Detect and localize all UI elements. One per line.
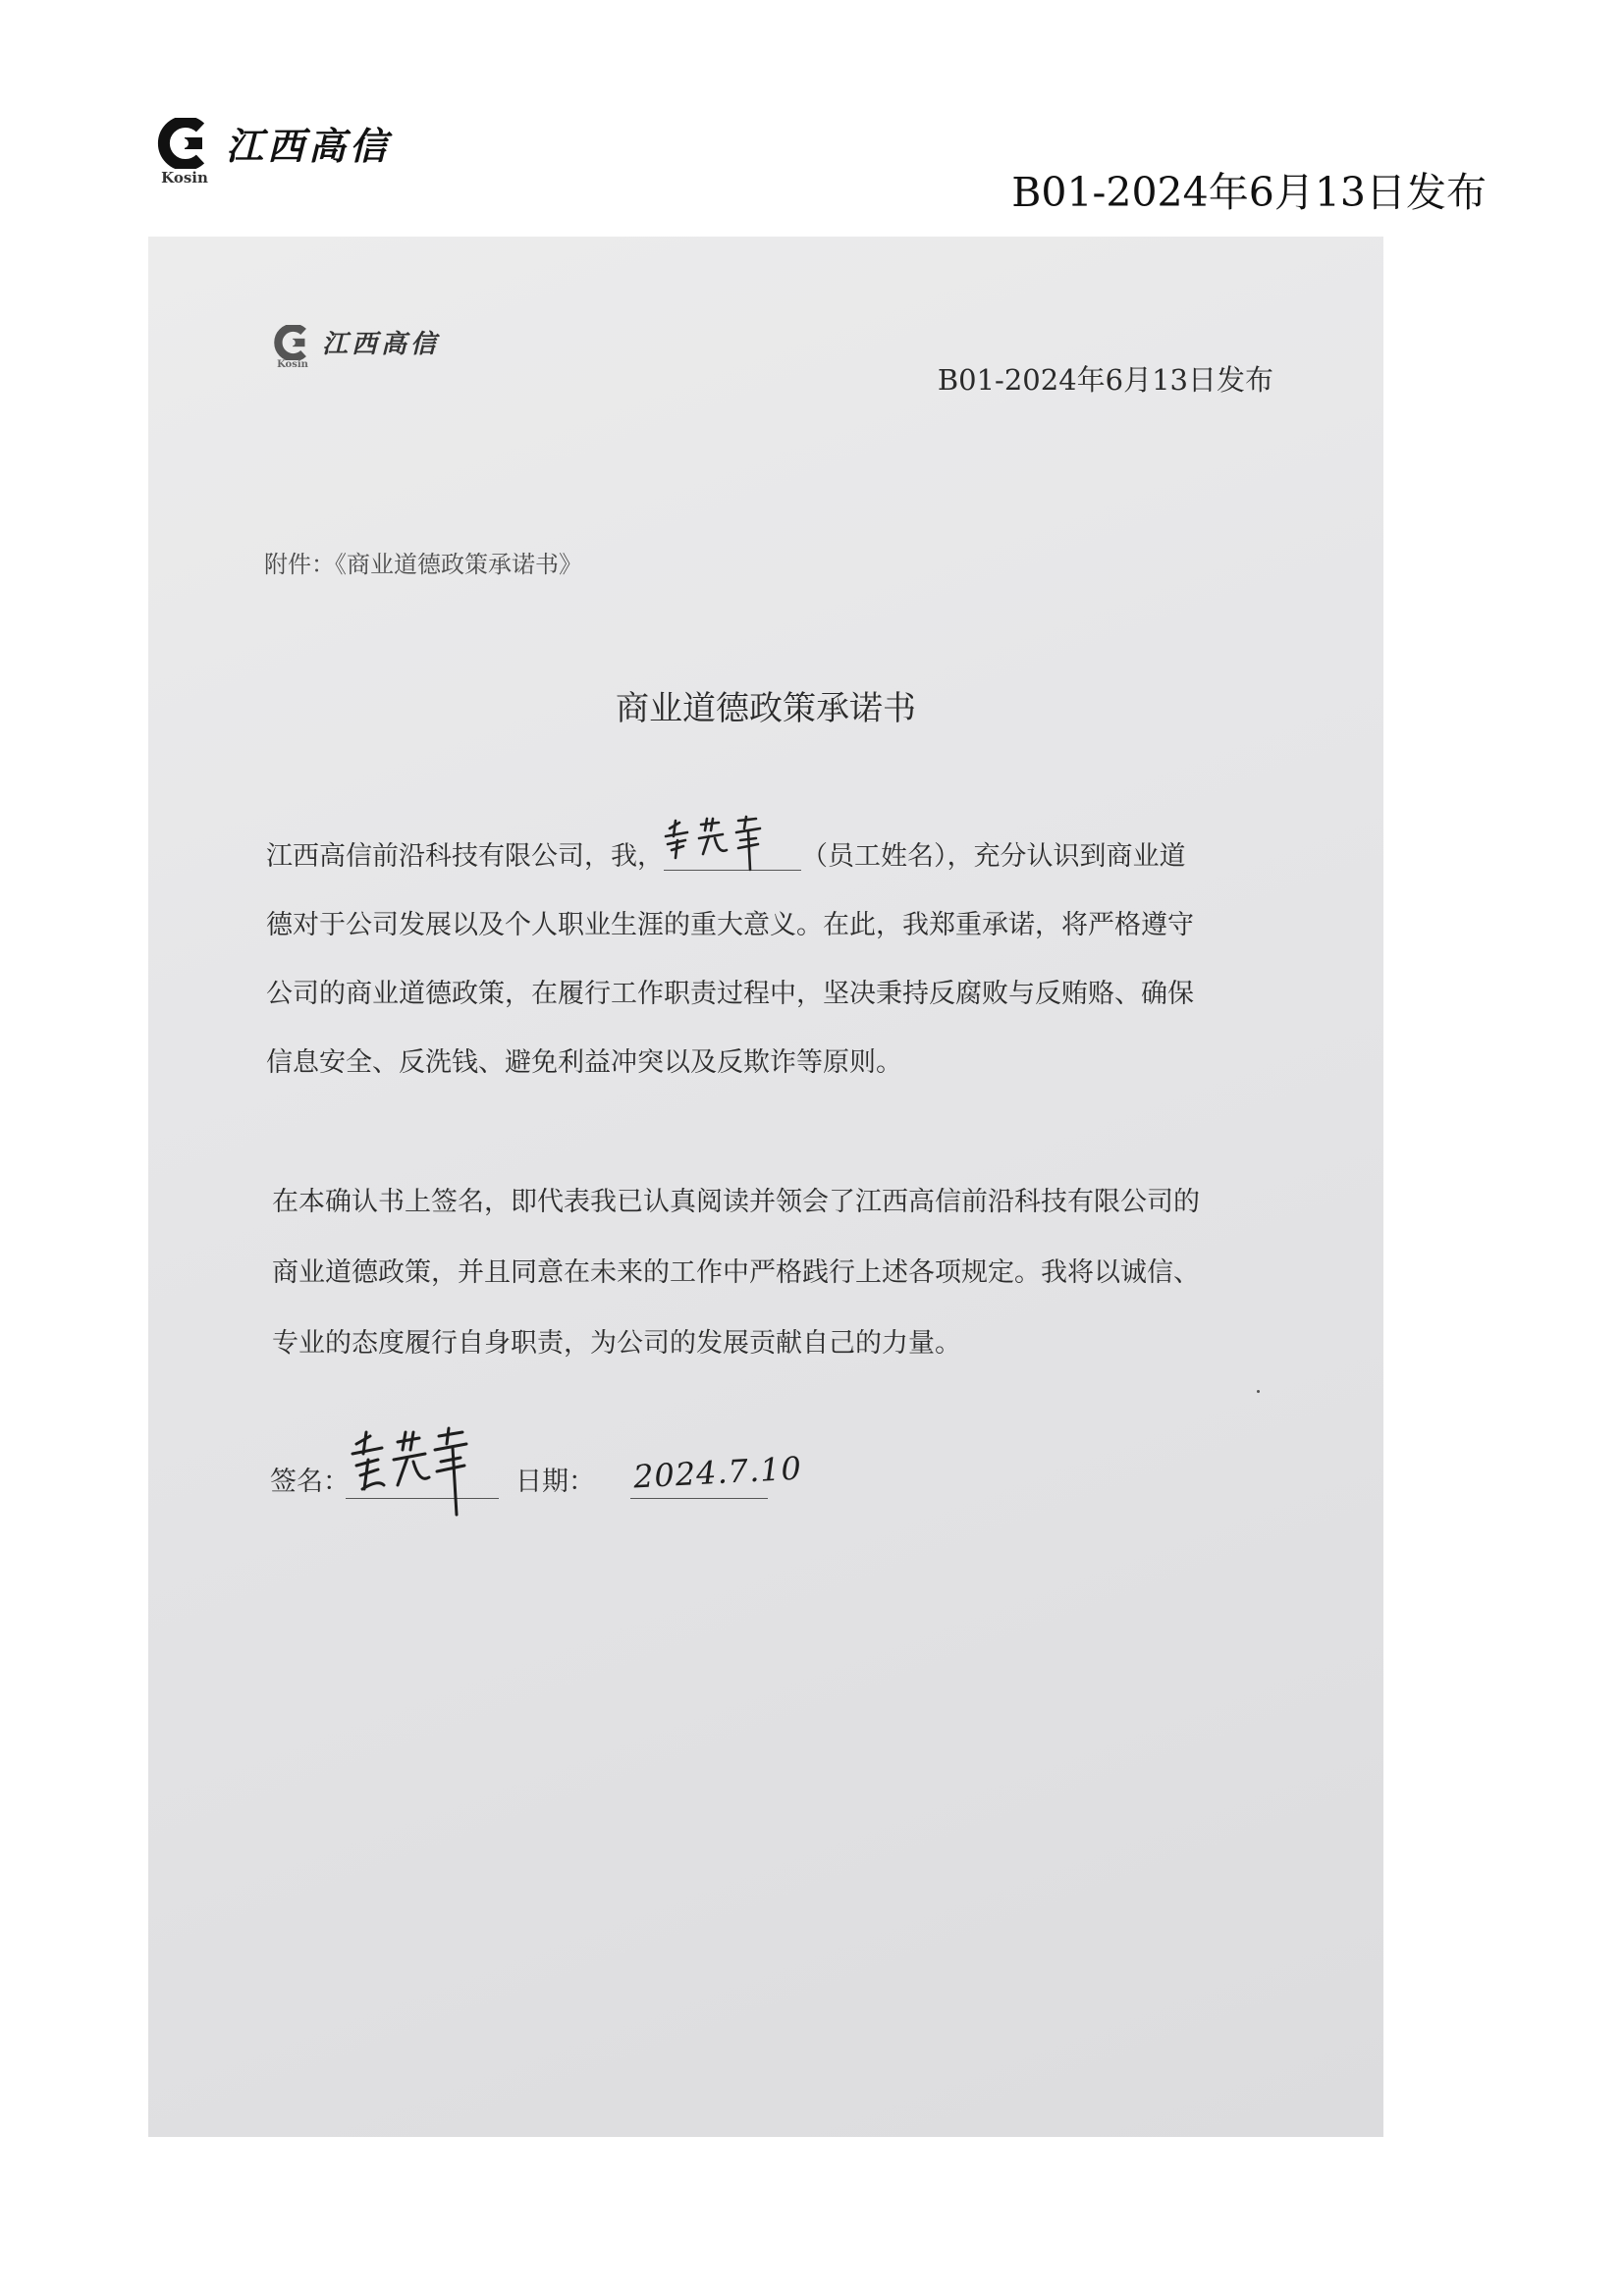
paragraph-line: 德对于公司发展以及个人职业生涯的重大意义。在此，我郑重承诺，将严格遵守 [266, 910, 1194, 940]
date-label: 日期： [515, 1467, 595, 1497]
commitment-paragraph [266, 823, 1194, 1097]
after-name-text: （员工姓名），充分认识到商业道 [801, 841, 1186, 872]
kosin-logo-icon [157, 118, 212, 186]
paragraph-line [266, 823, 1194, 891]
paragraph-line: 商业道德政策，并且同意在未来的工作中严格践行上述各项规定。我将以诚信、 [272, 1257, 1200, 1288]
scanned-document-photo [148, 237, 1383, 2137]
signature-label: 签名： [270, 1467, 350, 1497]
confirmation-paragraph [272, 1167, 1200, 1379]
speck-mark [1257, 1390, 1260, 1393]
handwritten-name-icon [658, 811, 805, 874]
attachment-label: 附件：《商业道德政策承诺书》 [264, 551, 582, 578]
sheet-logo-name: 江西高信 [322, 329, 441, 359]
sheet-company-logo [273, 325, 440, 370]
paragraph-line: 公司的商业道德政策，在履行工作职责过程中，坚决秉持反腐败与反贿赂、确保 [266, 979, 1194, 1009]
date-line [630, 1498, 768, 1499]
handwritten-signature-icon [349, 1420, 496, 1519]
document-title: 商业道德政策承诺书 [616, 689, 916, 728]
paragraph-line: 专业的态度履行自身职责，为公司的发展贡献自己的力量。 [272, 1328, 961, 1359]
sheet-kosin-logo-icon [273, 325, 312, 370]
paragraph-line: 在本确认书上签名，即代表我已认真阅读并领会了江西高信前沿科技有限公司的 [272, 1187, 1200, 1217]
company-logo [157, 118, 391, 186]
sheet-logo-subtext: Kosin [277, 359, 308, 370]
intro-text: 江西高信前沿科技有限公司，我， [266, 841, 664, 872]
page-header [0, 0, 1624, 226]
sheet-publish-stamp: B01-2024年6月13日发布 [937, 363, 1273, 397]
logo-name: 江西高信 [226, 124, 392, 168]
paragraph-line: 信息安全、反洗钱、避免利益冲突以及反欺诈等原则。 [266, 1047, 902, 1078]
handwritten-date: 2024.7.10 [632, 1449, 803, 1496]
publish-stamp: B01-2024年6月13日发布 [1011, 169, 1487, 216]
employee-name-blank [664, 830, 801, 871]
logo-subtext: Kosin [161, 169, 208, 187]
